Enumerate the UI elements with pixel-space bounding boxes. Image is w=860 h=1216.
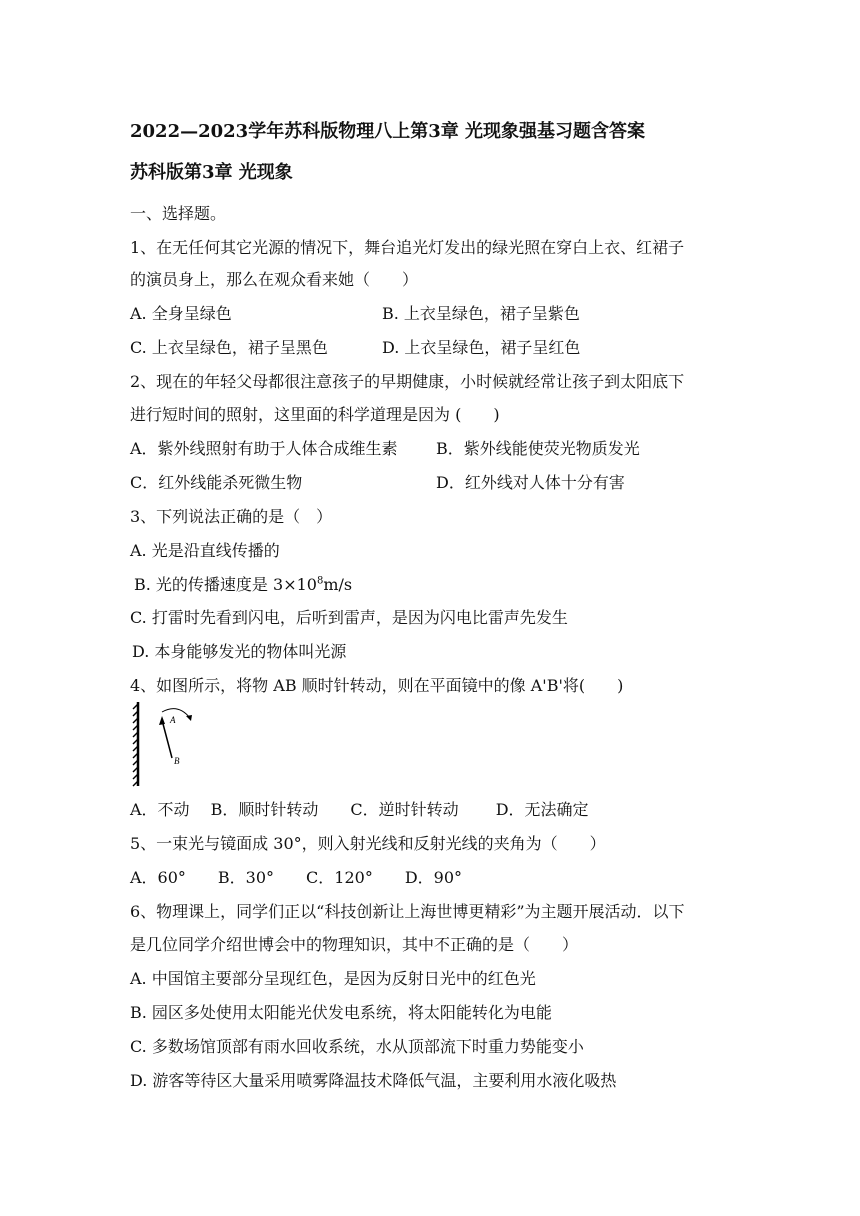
q1-stem-line2: 的演员身上，那么在观众看来她（ ） bbox=[130, 270, 419, 289]
rotation-arrow bbox=[162, 709, 190, 718]
q3-option-b-exponent: 8 bbox=[316, 575, 324, 587]
q5-stem: 5、一束光与镜面成 30°，则入射光线和反射光线的夹角为（ ） bbox=[130, 834, 606, 853]
label-b: B bbox=[174, 756, 180, 766]
q6-option-a: A. 中国馆主要部分呈现红色，是因为反射日光中的红色光 bbox=[130, 969, 536, 988]
q2-options-row2 bbox=[130, 473, 625, 493]
q4-mirror-figure bbox=[128, 700, 208, 790]
q3-option-d: D. 本身能够发光的物体叫光源 bbox=[132, 642, 347, 661]
object-ab bbox=[162, 720, 172, 758]
q2-option-a: A．紫外线照射有助于人体合成维生素 bbox=[130, 439, 398, 458]
q3-option-c: C. 打雷时先看到闪电，后听到雷声，是因为闪电比雷声先发生 bbox=[130, 608, 568, 627]
label-a: A bbox=[170, 715, 176, 725]
q2-stem-line1: 2、现在的年轻父母都很注意孩子的早期健康，小时候就经常让孩子到太阳底下 bbox=[130, 372, 685, 391]
q1-options-row2 bbox=[130, 338, 581, 358]
object-arrowhead bbox=[159, 716, 165, 725]
q1-option-b: B. 上衣呈绿色，裙子呈紫色 bbox=[382, 304, 580, 323]
q2-option-d: D．红外线对人体十分有害 bbox=[436, 473, 625, 492]
q2-options-row1 bbox=[130, 439, 640, 459]
q3-option-b: B. 光的传播速度是 $3\times 10^8m/s$ bbox=[134, 575, 353, 594]
q2-stem-line2: 进行短时间的照射，这里面的科学道理是因为 ( ) bbox=[130, 405, 500, 424]
q6-stem-line2: 是几位同学介绍世博会中的物理知识，其中不正确的是（ ） bbox=[130, 935, 579, 954]
section-heading: 一、选择题。 bbox=[130, 204, 227, 223]
q4-options: A．不动 B．顺时针转动 C．逆时针转动 D．无法确定 bbox=[130, 800, 589, 819]
q1-options-row1 bbox=[130, 304, 580, 324]
q3-stem: 3、下列说法正确的是（ ） bbox=[130, 507, 333, 526]
q5-options: A．60° B．30° C．120° D．90° bbox=[130, 868, 463, 887]
q6-option-c: C. 多数场馆顶部有雨水回收系统，水从顶部流下时重力势能变小 bbox=[130, 1037, 584, 1056]
q1-option-c: C. 上衣呈绿色，裙子呈黑色 bbox=[130, 338, 328, 357]
rotation-arrowhead bbox=[186, 715, 192, 721]
q2-option-b: B．紫外线能使荧光物质发光 bbox=[436, 439, 640, 458]
q1-option-a: A. 全身呈绿色 bbox=[130, 304, 232, 323]
q6-option-b: B. 园区多处使用太阳能光伏发电系统，将太阳能转化为电能 bbox=[130, 1003, 552, 1022]
q6-option-d: D. 游客等待区大量采用喷雾降温技术降低气温，主要利用水液化吸热 bbox=[130, 1071, 617, 1090]
plane-mirror bbox=[133, 702, 138, 786]
q3-option-a: A. 光是沿直线传播的 bbox=[130, 541, 280, 560]
document-title: 2022—2023学年苏科版物理八上第3章 光现象强基习题含答案 bbox=[130, 121, 645, 142]
q2-option-c: C．红外线能杀死微生物 bbox=[130, 473, 303, 492]
q4-stem: 4、如图所示，将物 AB 顺时针转动，则在平面镜中的像 A'B'将( ) bbox=[130, 676, 624, 695]
q1-option-d: D. 上衣呈绿色，裙子呈红色 bbox=[382, 338, 581, 357]
q1-stem-line1: 1、在无任何其它光源的情况下，舞台追光灯发出的绿光照在穿白上衣、红裙子 bbox=[130, 238, 685, 257]
chapter-subtitle: 苏科版第3章 光现象 bbox=[130, 162, 293, 183]
q6-stem-line1: 6、物理课上，同学们正以“科技创新让上海世博更精彩”为主题开展活动．以下 bbox=[130, 902, 685, 921]
